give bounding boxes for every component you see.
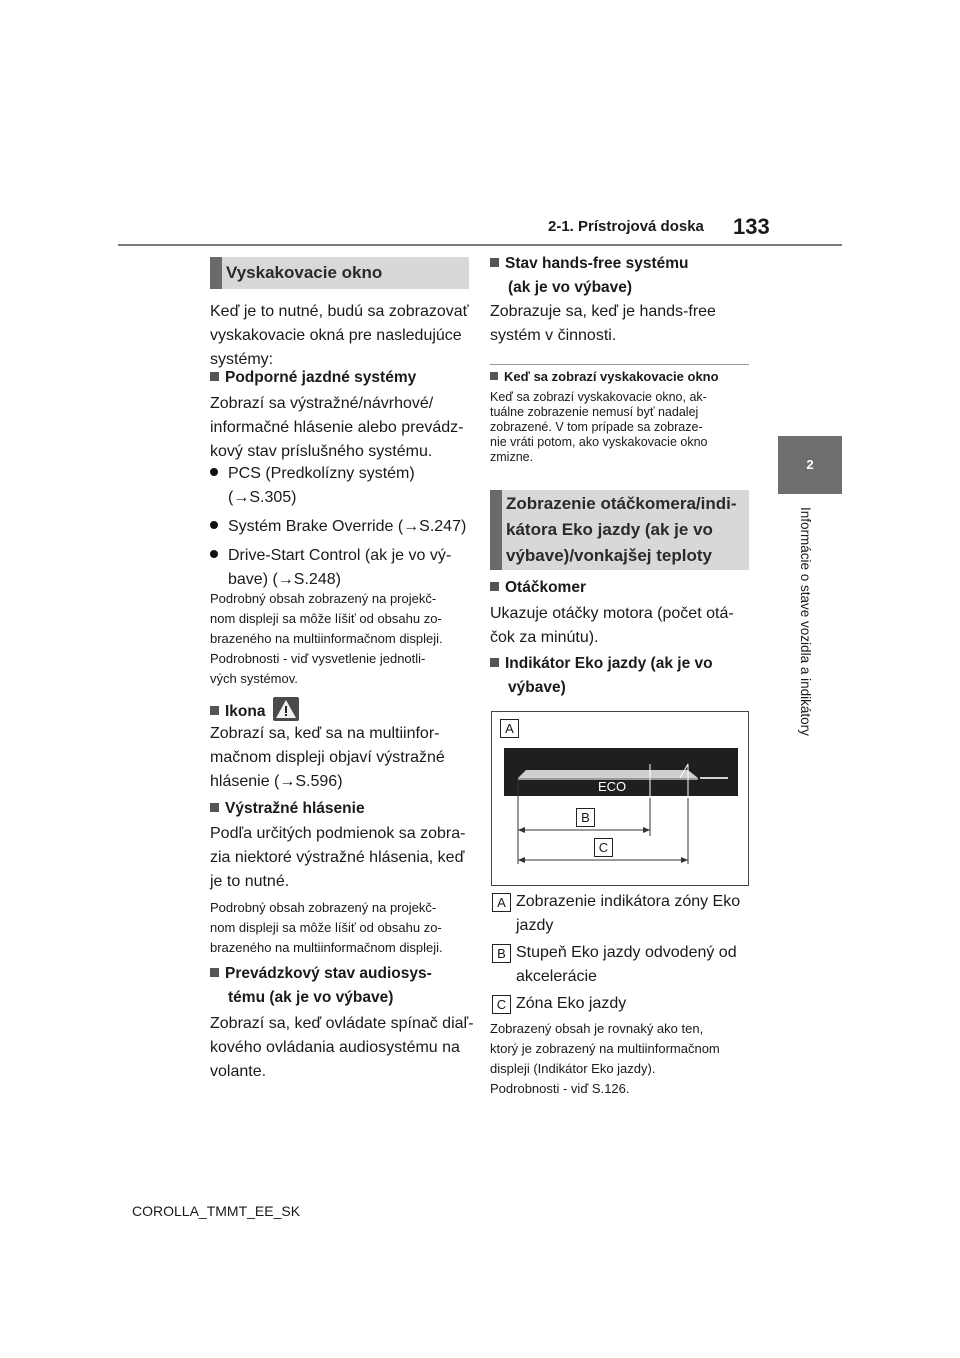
support-line: kový stav príslušného systému. <box>210 443 433 460</box>
note-divider <box>490 364 749 365</box>
bullet-icon <box>210 521 218 529</box>
square-bullet-icon <box>490 658 499 667</box>
legend-item-c <box>492 992 762 1016</box>
section-header-popup: Vyskakovacie okno <box>210 257 469 289</box>
handsfree-heading-label: (ak je vo výbave) <box>508 279 633 296</box>
warning-line: Podľa určitých podmienok sa zobra- <box>210 825 466 842</box>
document-id: COROLLA_TMMT_EE_SK <box>132 1203 301 1219</box>
bullet-list <box>210 462 480 592</box>
eco-heading-label: výbave) <box>508 679 566 696</box>
icon-heading-label: Ikona <box>225 703 266 720</box>
chapter-tab: 2 <box>778 436 842 494</box>
note-line: brazeného na multiinformačnom displeji. <box>210 631 443 646</box>
list-item-text: Drive-Start Control (ak je vo vý- <box>228 547 452 564</box>
note-line: Podrobný obsah zobrazený na projekč- <box>210 591 437 606</box>
note-line: ktorý je zobrazený na multiinformačnom <box>490 1041 720 1056</box>
figure-label-c: C <box>594 838 613 857</box>
handsfree-line: systém v činnosti. <box>490 327 617 344</box>
legend-text: Zóna Eko jazdy <box>516 995 627 1012</box>
popup-note-paragraph <box>490 390 752 465</box>
square-bullet-icon <box>210 706 219 715</box>
legend-key: B <box>492 944 511 963</box>
legend-item-a <box>492 890 762 938</box>
note-line: nom displeji sa môže líšiť od obsahu zo- <box>210 611 442 626</box>
audio-heading-label: tému (ak je vo výbave) <box>228 989 394 1006</box>
legend-text: Stupeň Eko jazdy odvodený od <box>516 944 737 961</box>
section-header-line: kátora Eko jazdy (ak je vo <box>506 520 713 539</box>
tacho-line: čok za minútu). <box>490 629 599 646</box>
audio-heading <box>210 962 432 1010</box>
warning-heading-label: Výstražné hlásenie <box>225 800 365 817</box>
final-note-paragraph <box>490 1019 760 1099</box>
warning-paragraph <box>210 822 480 894</box>
legend-key: A <box>492 893 511 912</box>
note-line: Keď sa zobrazí vyskakovacie okno, ak- <box>490 390 707 404</box>
icon-line: Zobrazí sa, keď sa na multiinfor- <box>210 725 440 742</box>
square-bullet-icon <box>210 372 219 381</box>
legend-text: Zobrazenie indikátora zóny Eko <box>516 893 741 910</box>
note-line: Podrobnosti - viď S.126. <box>490 1081 630 1096</box>
support-heading <box>210 366 416 390</box>
section-header-line: Zobrazenie otáčkomera/indi- <box>506 494 737 513</box>
audio-paragraph <box>210 1012 480 1084</box>
warning-heading <box>210 797 365 821</box>
support-line: informačné hlásenie alebo prevádz- <box>210 419 464 436</box>
intro-line: systémy: <box>210 351 274 368</box>
audio-line: Zobrazí sa, keď ovládate spínač diaľ- <box>210 1015 474 1032</box>
warning-line: zia niektoré výstražné hlásenia, keď <box>210 849 465 866</box>
eco-heading-label: Indikátor Eko jazdy (ak je vo <box>505 655 713 672</box>
audio-line: kového ovládania audiosystému na <box>210 1039 460 1056</box>
note-line: displeji (Indikátor Eko jazdy). <box>490 1061 656 1076</box>
legend-text: akcelerácie <box>516 968 597 985</box>
warning-icon <box>273 697 299 721</box>
audio-heading-label: Prevádzkový stav audiosys- <box>225 965 432 982</box>
figure-label-b: B <box>576 808 595 827</box>
note-line: nom displeji sa môže líšiť od obsahu zo- <box>210 920 442 935</box>
eco-indicator-figure <box>491 711 749 886</box>
icon-line: mačnom displeji objaví výstražné <box>210 749 445 766</box>
bullet-icon <box>210 550 218 558</box>
note-line: tuálne zobrazenie nemusí byť nadalej <box>490 405 699 419</box>
figure-label-a: A <box>500 719 519 738</box>
warning-line: je to nutné. <box>210 873 290 890</box>
list-item-text: Systém Brake Override (→S.247) <box>228 518 467 535</box>
legend-key: C <box>492 995 511 1014</box>
note-line: brazeného na multiinformačnom displeji. <box>210 940 443 955</box>
bullet-icon <box>210 468 218 476</box>
legend-item-b <box>492 941 762 989</box>
tacho-line: Ukazuje otáčky motora (počet otá- <box>490 605 734 622</box>
eco-label: ECO <box>598 779 627 794</box>
tacho-heading-label: Otáčkomer <box>505 579 586 596</box>
note-line: zobrazené. V tom prípade sa zobraze- <box>490 420 703 434</box>
square-bullet-icon <box>490 258 499 267</box>
list-item-text: bave) (→S.248) <box>228 571 341 588</box>
handsfree-heading <box>490 252 689 300</box>
handsfree-heading-label: Stav hands-free systému <box>505 255 689 272</box>
tacho-heading <box>490 576 586 600</box>
popup-note-heading-label: Keď sa zobrazí vyskakovacie okno <box>504 369 719 384</box>
handsfree-line: Zobrazuje sa, keď je hands-free <box>490 303 716 320</box>
note-line: zmizne. <box>490 450 534 464</box>
note-line: nie vráti potom, ako vyskakovacie okno <box>490 435 708 449</box>
square-bullet-icon <box>490 582 499 591</box>
list-item <box>210 515 480 539</box>
eco-heading <box>490 652 713 700</box>
intro-paragraph <box>210 300 480 372</box>
popup-note-heading <box>490 369 719 384</box>
eco-figure-drawing <box>492 712 748 885</box>
note-line: vých systémov. <box>210 671 298 686</box>
tacho-paragraph <box>490 602 760 650</box>
list-item <box>210 462 480 486</box>
list-item-text: PCS (Predkolízny systém) <box>228 465 415 482</box>
chapter-title: Informácie o stave vozidla a indikátory <box>798 507 813 736</box>
section-title: 2-1. Prístrojová doska <box>548 218 704 235</box>
icon-line: hlásenie (→S.596) <box>210 773 343 790</box>
square-bullet-icon <box>210 968 219 977</box>
note-line: Podrobnosti - viď vysvetlenie jednotli- <box>210 651 426 666</box>
section-header-line: výbave)/vonkajšej teploty <box>506 546 712 565</box>
handsfree-paragraph <box>490 300 760 348</box>
intro-line: Keď je to nutné, budú sa zobrazovať <box>210 303 469 320</box>
section-header-tacho <box>490 490 749 570</box>
support-paragraph <box>210 392 480 464</box>
icon-heading <box>210 697 299 724</box>
header-divider <box>118 244 842 246</box>
list-item-text: (→S.305) <box>228 489 297 506</box>
square-bullet-icon <box>490 372 498 380</box>
legend-text: jazdy <box>516 917 554 934</box>
intro-line: vyskakovacie okná pre nasledujúce <box>210 327 462 344</box>
note-paragraph-2 <box>210 898 480 958</box>
list-item <box>210 544 480 568</box>
note-paragraph <box>210 589 480 689</box>
support-line: Zobrazí sa výstražné/návrhové/ <box>210 395 434 412</box>
audio-line: volante. <box>210 1063 267 1080</box>
figure-legend <box>492 890 762 1016</box>
page-number: 133 <box>733 214 770 239</box>
support-heading-label: Podporné jazdné systémy <box>225 369 417 386</box>
note-line: Zobrazený obsah je rovnaký ako ten, <box>490 1021 704 1036</box>
icon-paragraph <box>210 722 480 794</box>
square-bullet-icon <box>210 803 219 812</box>
note-line: Podrobný obsah zobrazený na projekč- <box>210 900 437 915</box>
chapter-title-wrap <box>797 507 817 767</box>
